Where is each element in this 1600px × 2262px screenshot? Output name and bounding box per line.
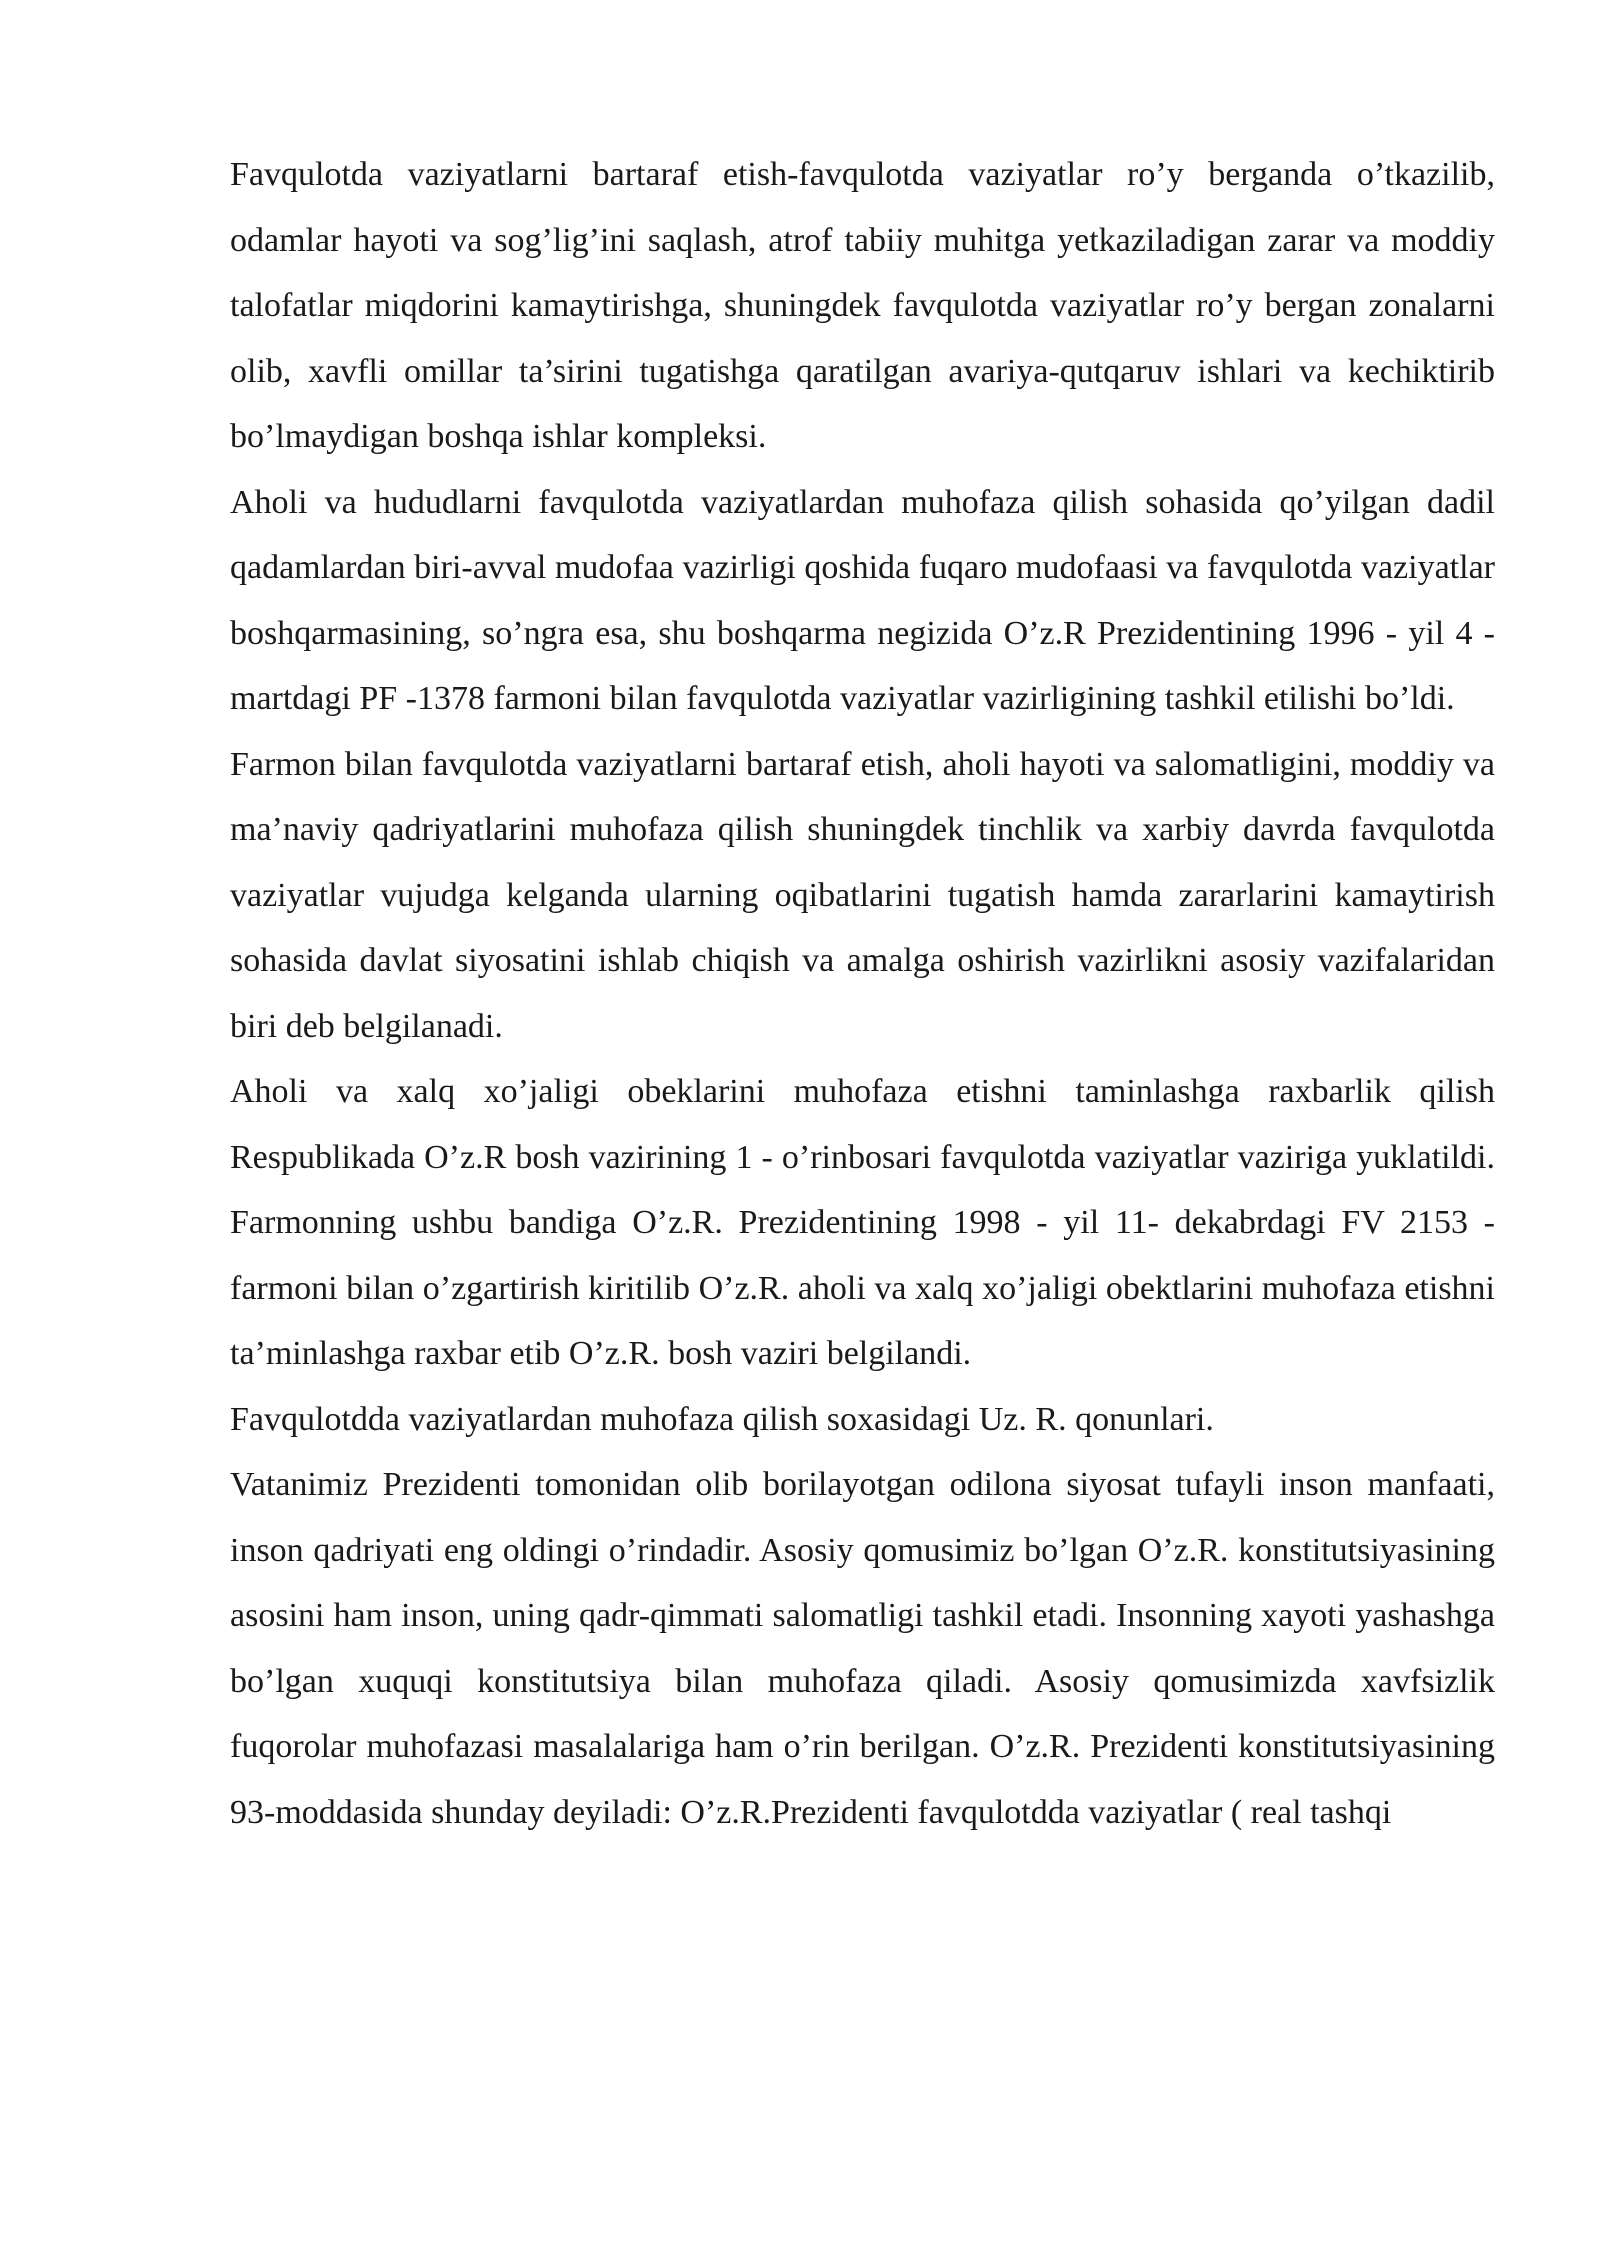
paragraph-3: Farmon bilan favqulotda vaziyatlarni bartaraf etish, aholi hayoti va salomatligini, moddiy va ma’naviy qadriyatlarini muhofaza qilish shuningdek tinchlik va xarbiy davrda favqulotda vaziyatlar vujudga kelganda ularning oqibatlarini tugatish hamda zararlarini kamaytirish sohasida davlat siyosatini ishlab chiqish va amalga oshirish vazirlikni asosiy vazifalaridan biri deb belgilanadi. (230, 745, 1495, 1045)
paragraph-5-heading: Favqulotdda vaziyatlardan muhofaza qilish soxasidagi Uz. R. qonunlari. (230, 1400, 1214, 1438)
paragraph-2: Aholi va hududlarni favqulotda vaziyatlardan muhofaza qilish sohasida qo’yilgan dadil qadamlardan biri-avval mudofaa vazirligi qoshida fuqaro mudofaasi va favqulotda vaziyatlar boshqarmasining, so’ngra esa, shu boshqarma negizida O’z.R Prezidentining 1996 - yil 4 - martdagi PF -1378 farmoni bilan favqulotda vaziyatlar vazirligining tashkil etilishi bo’ldi. (230, 483, 1495, 717)
paragraph-1: Favqulotda vaziyatlarni bartaraf etish-favqulotda vaziyatlar ro’y berganda o’tkazilib, odamlar hayoti va sog’lig’ini saqlash, atrof tabiiy muhitga yetkaziladigan zarar va moddiy talofatlar miqdorini kamaytirishga, shuningdek favqulotda vaziyatlar ro’y bergan zonalarni olib, xavfli omillar ta’sirini tugatishga qaratilgan avariya-qutqaruv ishlari va kechiktirib bo’lmaydigan boshqa ishlar kompleksi. (230, 156, 1495, 455)
paragraph-4: Aholi va xalq xo’jaligi obeklarini muhofaza etishni taminlashga raxbarlik qilish Respublikada O’z.R bosh vazirining 1 - o’rinbosari favqulotda vaziyatlar vaziriga yuklatildi. Farmonning ushbu bandiga O’z.R. Prezidentining 1998 - yil 11- dekabrdagi FV 2153 - farmoni bilan o’zgartirish kiritilib O’z.R. aholi va xalq xo’jaligi obektlarini muhofaza etishni ta’minlashga raxbar etib O’z.R. bosh vaziri belgilandi. (230, 1073, 1495, 1372)
paragraph-6: Vatanimiz Prezidenti tomonidan olib borilayotgan odilona siyosat tufayli inson manfaati, inson qadriyati eng oldingi o’rindadir. Asosiy qomusimiz bo’lgan O’z.R. konstitutsiyasining asosini ham inson, uning qadr-qimmati salomatligi tashkil etadi. Insonning xayoti yashashga bo’lgan xuquqi konstitutsiya bilan muhofaza qiladi. Asosiy qomusimizda xavfsizlik fuqorolar muhofazasi masalalariga ham o’rin berilgan. O’z.R. Prezidenti konstitutsiyasining 93-moddasida shunday deyiladi: O’z.R.Prezidenti favqulotdda vaziyatlar ( real tashqi (230, 1466, 1495, 1831)
document-body (230, 142, 1495, 1845)
